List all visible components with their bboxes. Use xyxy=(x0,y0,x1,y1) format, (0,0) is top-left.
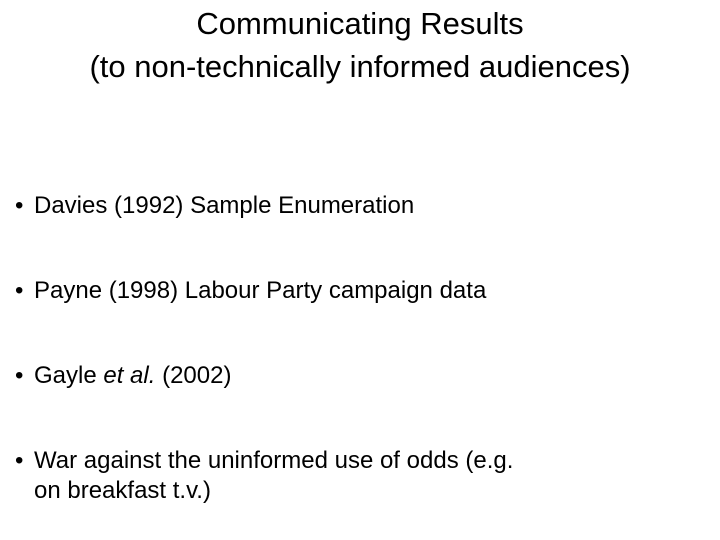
bullet-text-suffix: (2002) xyxy=(155,362,232,389)
bullet-icon: • xyxy=(15,277,24,304)
bullet-item xyxy=(15,446,694,506)
title-line-2: (to non-technically informed audiences) xyxy=(89,49,631,84)
bullet-text-prefix: Gayle xyxy=(34,362,104,389)
bullet-item xyxy=(15,276,694,306)
bullet-item xyxy=(15,361,694,391)
bullet-icon: • xyxy=(15,447,24,474)
bullet-item xyxy=(15,191,694,221)
bullet-icon: • xyxy=(15,192,24,219)
bullet-text-line-2: on breakfast t.v.) xyxy=(34,477,211,504)
bullet-text-italic: et al. xyxy=(103,362,156,389)
bullet-text: Davies (1992) Sample Enumeration xyxy=(34,192,415,219)
title-line-1: Communicating Results xyxy=(196,6,524,41)
bullet-icon: • xyxy=(15,362,24,389)
bullet-text-line-1: War against the uninformed use of odds (e.g. xyxy=(34,447,514,474)
bullet-text: Payne (1998) Labour Party campaign data xyxy=(34,277,487,304)
